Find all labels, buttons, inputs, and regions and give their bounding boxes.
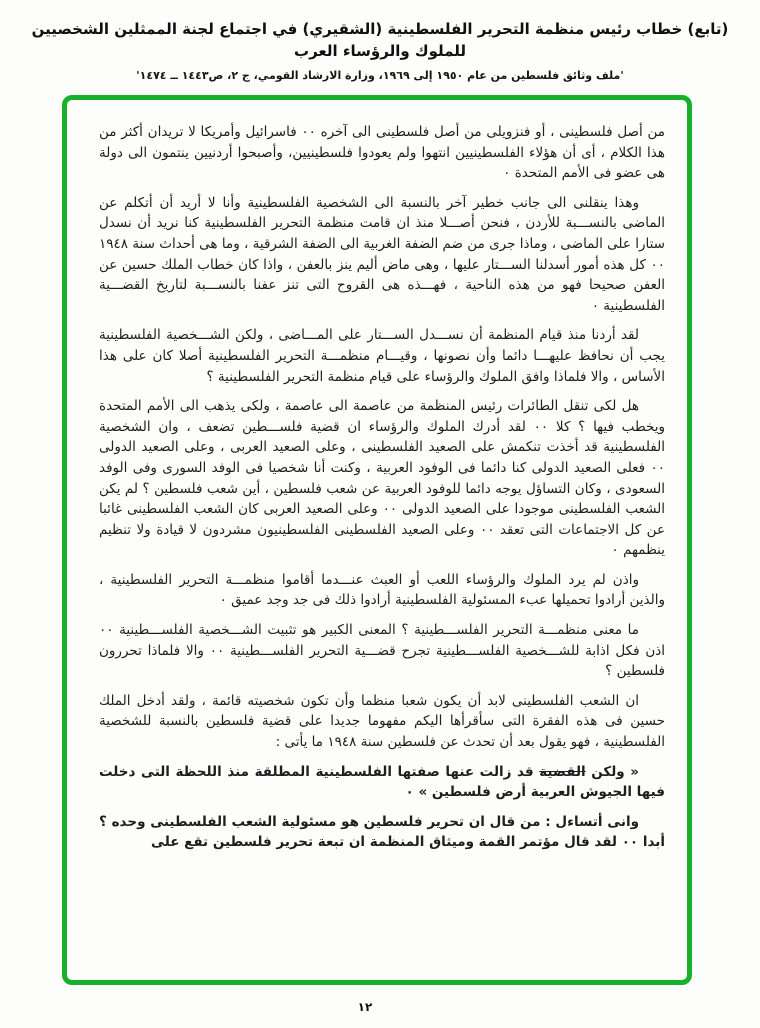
paragraph: هل لكى تنقل الطائرات رئيس المنظمة من عاصمة الى عاصمة ، ولكى يذهب الى الأمم المتحدة ويخطب فيها ؟ كلا ٠٠ لقد أدرك الملوك والرؤساء ان قضية فلســـطين تضعف ، وان الشخصية الفلسطينية قد أخذت تنكمش على الصعيد الفلسطينى ، وعلى الصعيد العربى ، وعلى الصعيد الدولى ٠٠ فعلى الصعيد الدولى كنا دائما فى الوفود العربية ، وكنت أنا شخصيا فى الوفد السورى وفى الوفد السعودى ، وكان التساؤل يوجه دائما للوفود العربية عن شعب فلسطين ، أين شعب فلسطين ؟ لم يكن الشعب الفلسطينى موجودا على الصعيد الدولى ٠٠ وعلى الصعيد العربى كان الشعب الفلسطينى غائبا عن كل الاجتماعات التى تعقد ٠٠ وعلى الصعيد الفلسطينى الفلسطينيون مشردون لا قيادة ولا تنظيم ينظمهم ٠ (99, 398, 666, 559)
paragraph: واذن لم يرد الملوك والرؤساء اللعب أو العبث عنـــدما أقاموا منظمـــة التحرير الفلسطينية ، والذين أرادوا تحميلها عبء المسئولية الفلسطينية أرادوا ذلك فى جد وجد عميق ٠ (99, 571, 665, 609)
content-frame (62, 95, 692, 985)
quote-paragraph (99, 762, 665, 803)
quote-prefix: « ولكن (585, 763, 639, 780)
speech-text (99, 122, 665, 853)
paragraph: لقد أردنا منذ قيام المنظمة أن نســـدل الســـتار على المـــاضى ، ولكن الشـــخصية الفلسطينية يجب أن نحافظ عليهـــا دائما وأن نصونها ، وقيـــام منظمـــة التحرير الفلسطينية أصلا كان على هذا الأساس ، والا فلماذا وافق الملوك والرؤساء على قيام منظمة التحرير الفلسطينية ؟ (99, 327, 665, 385)
paragraph: وهذا ينقلنى الى جانب خطير آخر بالنسبة الى الشخصية الفلسطينية وأنا لا أريد أن أتكلم عن الماضى بالنســـبة للأردن ، فنحن أصـــلا منذ ان قامت منظمة التحرير الفلسطينية كنا نريد أن نسدل ستارا على الماضى ، وماذا جرى من ضم الضفة الغربية الى الضفة الشرقية ، وما هى أحداث سنة ١٩٤٨ ٠٠ كل هذه أمور أسدلنا الســـتار عليها ، وهى ماض أليم ينز بالعفن ، واذا كان خطاب الملك حسين عن العفن صحيحا فهو من هذه الناحية ، فهـــذه هى القروح التى تنز عفنا بالنســـبة لتاريخ القضـــية الفلسطينية ٠ (99, 194, 665, 314)
quote-struck-word: القضية (539, 763, 586, 780)
paragraph: من أصل فلسطينى ، أو فنزويلى من أصل فلسطينى الى آخره ٠٠ فاسرائيل وأمريكا لا تريدان أكثر من هذا الكلام ، أى أن هؤلاء الفلسطينيين انتهوا ولم يعودوا فلسطينيين، وأصبحوا أردنيين ينتمون الى دولة هى عضو فى الأمم المتحدة ٠ (99, 124, 665, 182)
document-title: (تابع) خطاب رئيس منظمة التحرير الفلسطينية (الشقيري) في اجتماع لجنة الممثلين الشخصيين للملوك والرؤساء العرب (31, 20, 729, 60)
closing-paragraph: وانى أتساءل : من قال ان تحرير فلسطين هو مسئولية الشعب الفلسطينى وحده ؟ أبدا ٠٠ لقد قال مؤتمر القمة وميثاق المنظمة ان تبعة تحرير فلسطين تقع على (99, 813, 665, 851)
page-number: ١٢ (357, 1000, 373, 1014)
paragraph: ان الشعب الفلسطينى لابد أن يكون شعبا منظما وأن تكون شخصيته قائمة ، ولقد أدخل الملك حسين فى هذه الفقرة التى سأقرأها اليكم مفهوما جديدا على قضية فلسطين بالنسبة للشخصية الفلسطينية ، فهو يقول بعد أن تحدث عن فلسطين سنة ١٩٤٨ ما يأتى : (99, 692, 665, 751)
quote-suffix: قد زالت عنها صفتها الفلسطينية المطلقة منذ اللحظة التى دخلت فيها الجيوش العربية أرض فلسطين » ٠ (99, 763, 665, 801)
document-citation: 'ملف وثائق فلسطين من عام ١٩٥٠ إلى ١٩٦٩، وزارة الارشاد القومي، ج ٢، ص١٤٤٣ ــ ١٤٧٤' (136, 69, 624, 82)
document-header (20, 18, 740, 82)
paragraph: ما معنى منظمـــة التحرير الفلســـطينية ؟ المعنى الكبير هو تثبيت الشـــخصية الفلســـطينية ٠٠ اذن فكل اذابة للشـــخصية الفلســـطينية تجرح قضـــية التحرير الفلســـطينية ٠٠ والا فلماذا تحررون فلسطين ؟ (99, 622, 665, 680)
